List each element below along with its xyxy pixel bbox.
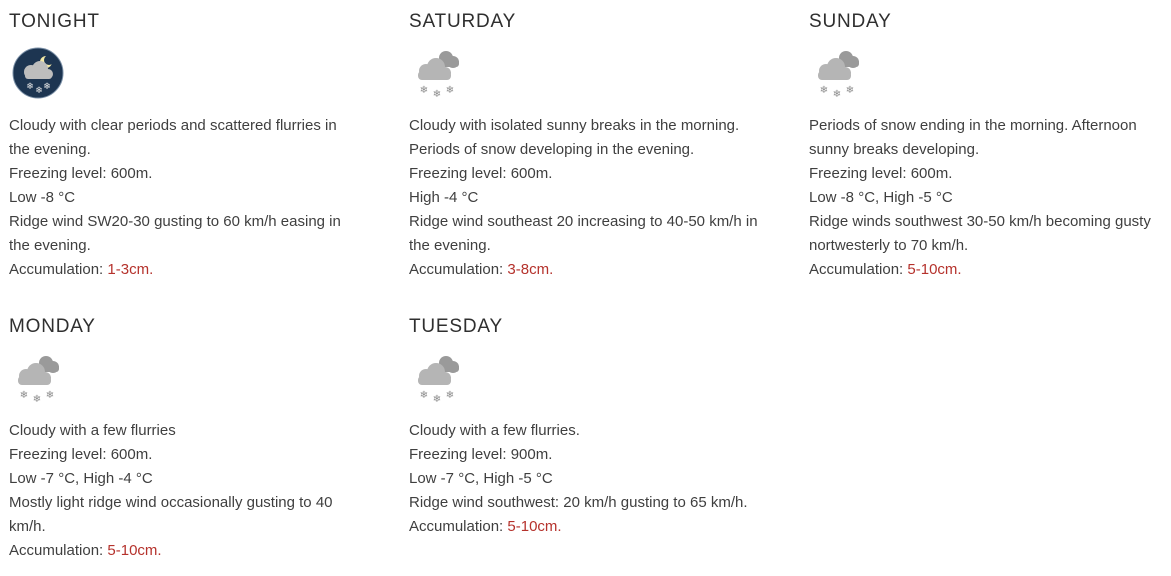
wind-line: km/h. <box>9 518 46 535</box>
freezing-level: Freezing level: 600m. <box>409 165 553 182</box>
freezing-level: Freezing level: 600m. <box>9 446 153 463</box>
svg-text:❄: ❄ <box>419 390 429 401</box>
day-title: SUNDAY <box>809 11 892 32</box>
svg-text:❄: ❄ <box>35 86 43 96</box>
svg-text:❄: ❄ <box>819 85 829 96</box>
temperature: Low -8 °C, High -5 °C <box>809 189 953 206</box>
description-line: sunny breaks developing. <box>809 141 980 158</box>
description-line: the evening. <box>9 141 91 158</box>
description-line: Cloudy with clear periods and scattered flurries in <box>9 117 337 134</box>
temperature: Low -7 °C, High -5 °C <box>409 470 553 487</box>
svg-text:❄: ❄ <box>45 390 55 401</box>
svg-text:❄: ❄ <box>19 390 29 401</box>
cloudy-snow-icon <box>9 350 69 406</box>
wind-line: Mostly light ridge wind occasionally gusting to 40 <box>9 494 333 511</box>
accumulation <box>409 515 784 539</box>
accumulation-value: 5-10cm. <box>107 542 162 559</box>
cloudy-snow-icon <box>409 350 469 406</box>
wind-line: Ridge wind southwest: 20 km/h gusting to 65 km/h. <box>409 494 748 511</box>
wind-line: Ridge wind SW20-30 gusting to 60 km/h easing in <box>9 213 341 230</box>
freezing-level: Freezing level: 900m. <box>409 446 553 463</box>
description-line: Cloudy with a few flurries <box>9 422 176 439</box>
day-title: TONIGHT <box>9 11 100 32</box>
wind-line: nortwesterly to 70 km/h. <box>809 237 969 254</box>
day-title: SATURDAY <box>409 11 517 32</box>
svg-text:❄: ❄ <box>26 82 34 92</box>
forecast-tonight <box>9 11 389 278</box>
accumulation-value: 5-10cm. <box>907 261 962 278</box>
svg-text:❄: ❄ <box>445 390 455 401</box>
forecast-monday <box>9 316 389 559</box>
wind-line: Ridge wind southeast 20 increasing to 40-50 km/h in <box>409 213 758 230</box>
night-cloudy-snow-icon <box>9 45 69 101</box>
accumulation-value: 3-8cm. <box>507 261 554 278</box>
forecast-saturday <box>409 11 789 278</box>
svg-text:❄: ❄ <box>432 394 442 405</box>
svg-text:❄: ❄ <box>832 89 842 100</box>
day-title: TUESDAY <box>409 316 503 337</box>
accumulation <box>9 258 384 282</box>
wind-line: Ridge winds southwest 30-50 km/h becoming gusty <box>809 213 1151 230</box>
description-line: Periods of snow developing in the evening. <box>409 141 695 158</box>
wind-line: the evening. <box>409 237 491 254</box>
accumulation-label: Accumulation: <box>409 518 508 535</box>
temperature: High -4 °C <box>409 189 479 206</box>
svg-text:❄: ❄ <box>419 85 429 96</box>
accumulation <box>9 539 384 563</box>
description-line: Cloudy with isolated sunny breaks in the morning. <box>409 117 740 134</box>
description-line: Cloudy with a few flurries. <box>409 422 580 439</box>
accumulation-label: Accumulation: <box>9 542 108 559</box>
svg-text:❄: ❄ <box>32 394 42 405</box>
temperature: Low -7 °C, High -4 °C <box>9 470 153 487</box>
forecast-sunday <box>809 11 1171 278</box>
svg-text:❄: ❄ <box>845 85 855 96</box>
accumulation-label: Accumulation: <box>9 261 108 278</box>
freezing-level: Freezing level: 600m. <box>809 165 953 182</box>
accumulation-value: 1-3cm. <box>107 261 154 278</box>
accumulation-value: 5-10cm. <box>507 518 562 535</box>
cloudy-snow-icon <box>809 45 869 101</box>
svg-text:❄: ❄ <box>432 89 442 100</box>
wind-line: the evening. <box>9 237 91 254</box>
freezing-level: Freezing level: 600m. <box>9 165 153 182</box>
accumulation <box>809 258 1169 282</box>
svg-text:❄: ❄ <box>445 85 455 96</box>
forecast-details <box>9 419 384 563</box>
forecast-details <box>409 419 784 539</box>
accumulation-label: Accumulation: <box>809 261 908 278</box>
cloudy-snow-icon <box>409 45 469 101</box>
day-title: MONDAY <box>9 316 96 337</box>
temperature: Low -8 °C <box>9 189 76 206</box>
forecast-tuesday <box>409 316 789 535</box>
forecast-details <box>409 114 784 282</box>
svg-text:❄: ❄ <box>43 82 51 92</box>
forecast-details <box>9 114 384 282</box>
description-line: Periods of snow ending in the morning. Afternoon <box>809 117 1137 134</box>
accumulation-label: Accumulation: <box>409 261 508 278</box>
forecast-details <box>809 114 1169 282</box>
accumulation <box>409 258 784 282</box>
